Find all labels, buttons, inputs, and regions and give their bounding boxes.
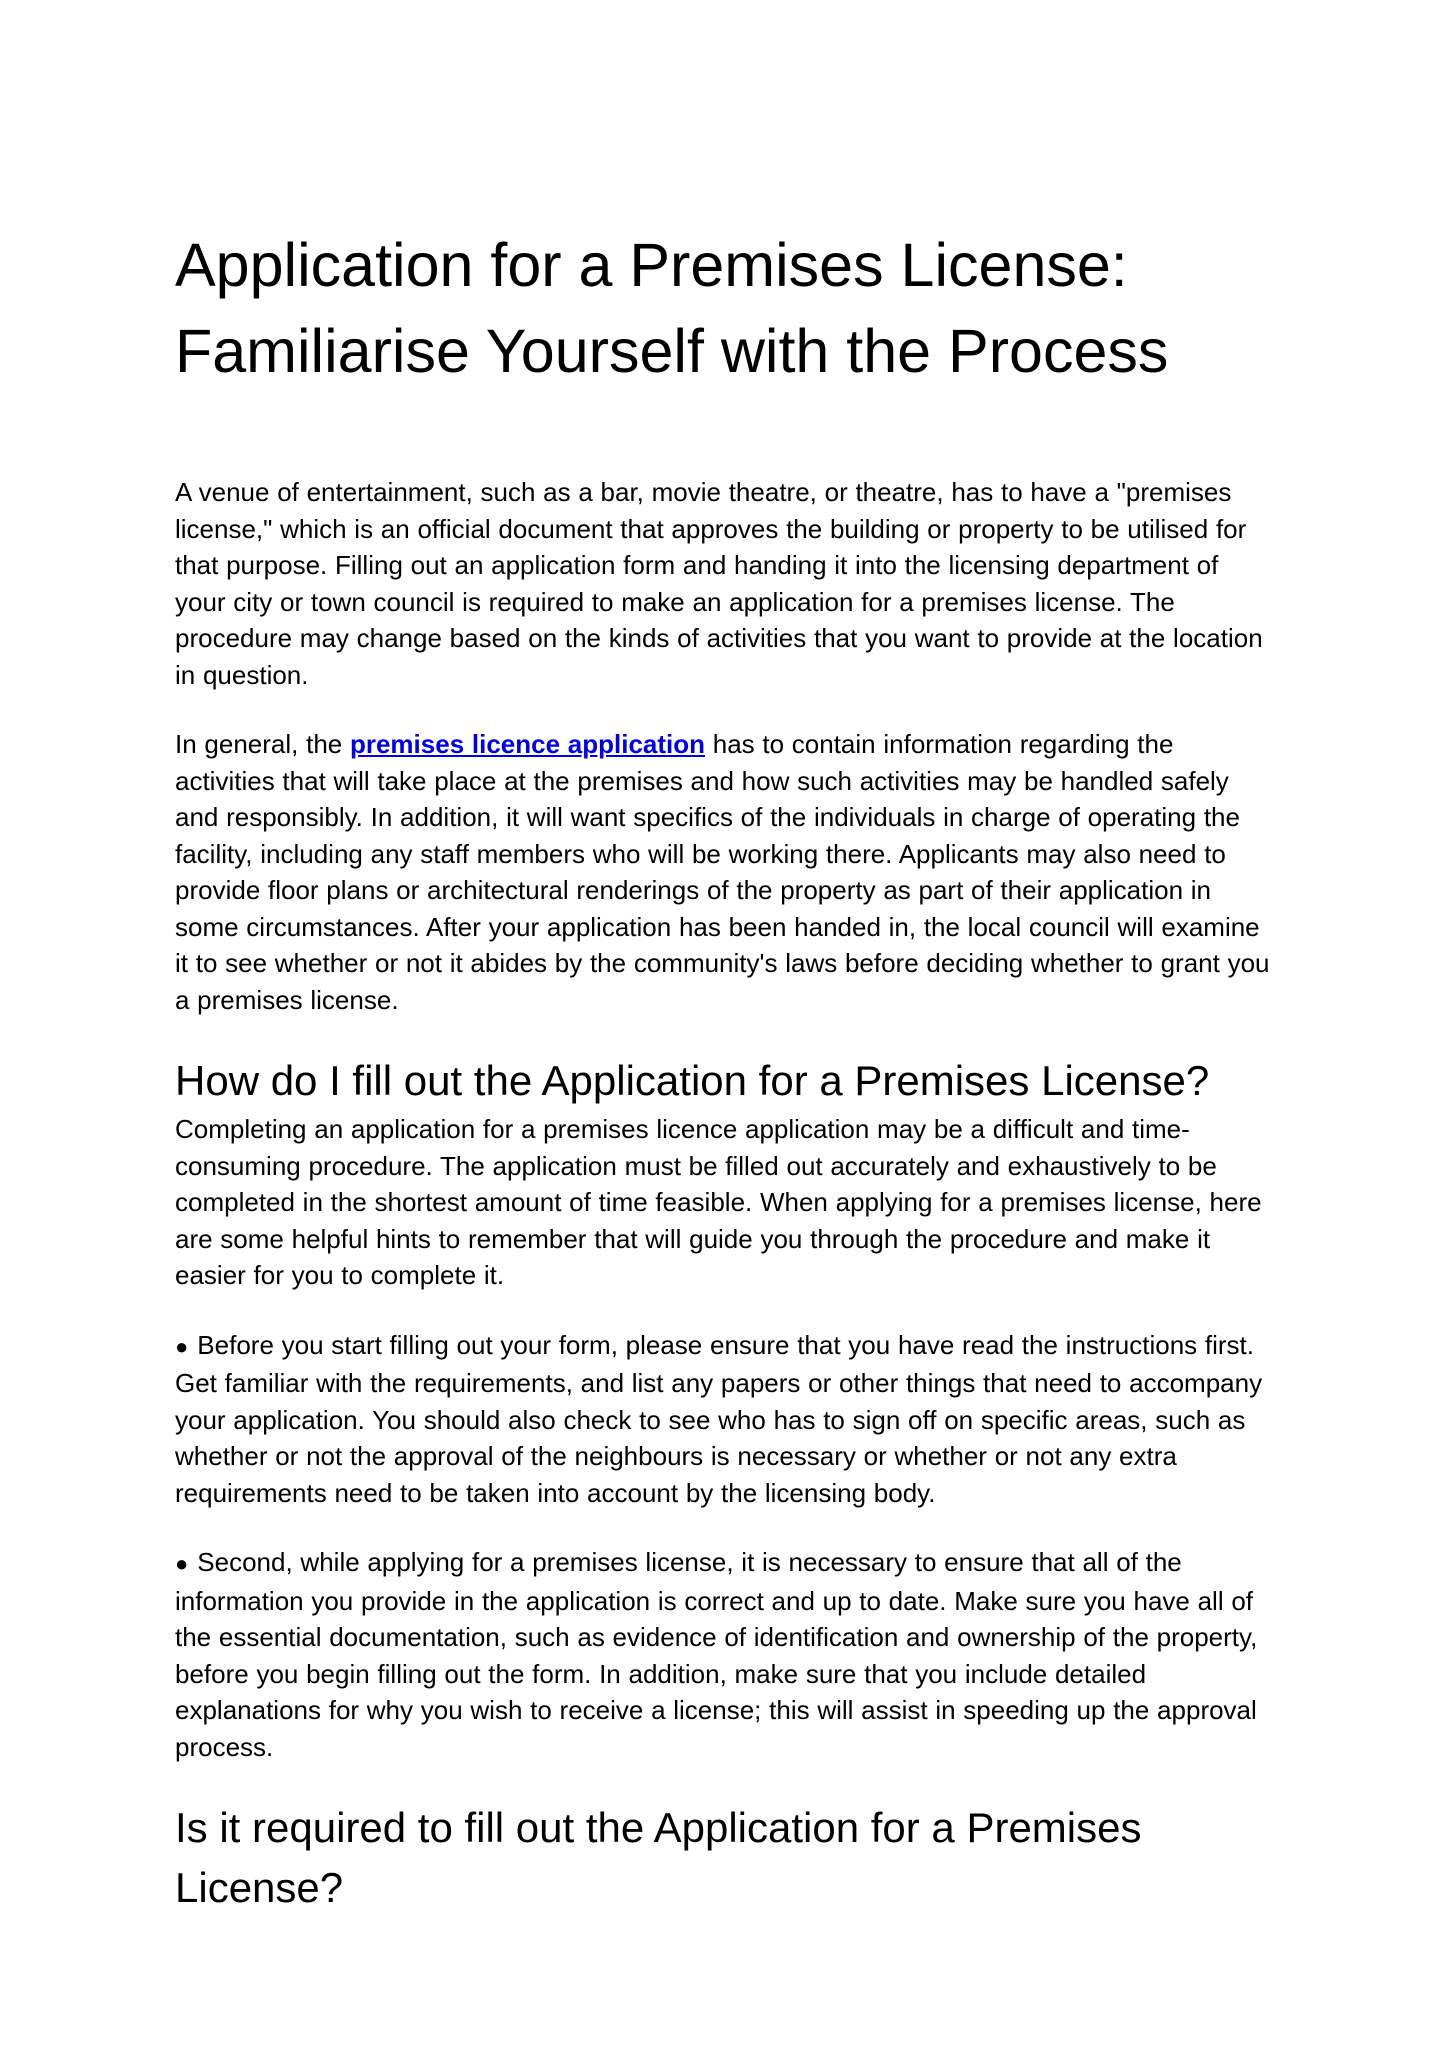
link-paragraph: [175, 726, 1275, 1018]
how-to-fill-heading: How do I fill out the Application for a Premises License?: [175, 1057, 1210, 1104]
how-to-fill-paragraph: Completing an application for a premises licence application may be a difficult and time-consuming procedure. The application must be filled out accurately and exhaustively to be completed in the shortest amount of time feasible. When applying for a premises license, here are some helpful hints to remember that will guide you through the procedure and make it easier for you to complete it.: [175, 1114, 1262, 1290]
is-required-heading: Is it required to fill out the Application for a Premises License?: [175, 1804, 1142, 1911]
bullet-item-instructions: [175, 1327, 1275, 1512]
bullet-item-accuracy-text: Second, while applying for a premises license, it is necessary to ensure that all of the information you provide in the application is correct and up to date. Make sure you have all of the essential documentation, such as evidence of identification and ownership of the property, before you begin filling out the form. In addition, make sure that you include detailed explanations for why you wish to receive a license; this will assist in speeding up the approval process.: [175, 1547, 1258, 1762]
bullet-item-accuracy: [175, 1544, 1275, 1765]
document-title: Application for a Premises License: Familiarise Yourself with the Process: [175, 231, 1169, 385]
link-paragraph-after-text: has to contain information regarding the activities that will take place at the premises and how such activities may be handled safely and responsibly. In addition, it will want specifics of the individuals in charge of operating the facility, including any staff members who will be working there. Applicants may also need to provide floor plans or architectural renderings of the property as part of their application in some circumstances. After your application has been handed in, the local council will examine it to see whether or not it abides by the community's laws before deciding whether to grant you a premises license.: [175, 729, 1270, 1015]
bullet-icon: ●: [175, 1333, 189, 1359]
premises-licence-application-link[interactable]: premises licence application: [349, 729, 706, 759]
intro-paragraph: A venue of entertainment, such as a bar, movie theatre, or theatre, has to have a "premises license," which is an official document that approves the building or property to be utilised for that purpose. Filling out an application form and handing it into the licensing department of your city or town council is required to make an application for a premises license. The procedure may change based on the kinds of activities that you want to provide at the location in question.: [175, 477, 1263, 690]
bullet-icon: ●: [175, 1551, 189, 1576]
bullet-item-instructions-text: Before you start filling out your form, please ensure that you have read the instructions first. Get familiar with the requirements, and list any papers or other things that need to accompany your application. You should also check to see who has to sign off on specific areas, such as whether or not the approval of the neighbours is necessary or whether or not any extra requirements need to be taken into account by the licensing body.: [175, 1329, 1263, 1508]
link-paragraph-before-text: In general, the: [175, 729, 350, 759]
